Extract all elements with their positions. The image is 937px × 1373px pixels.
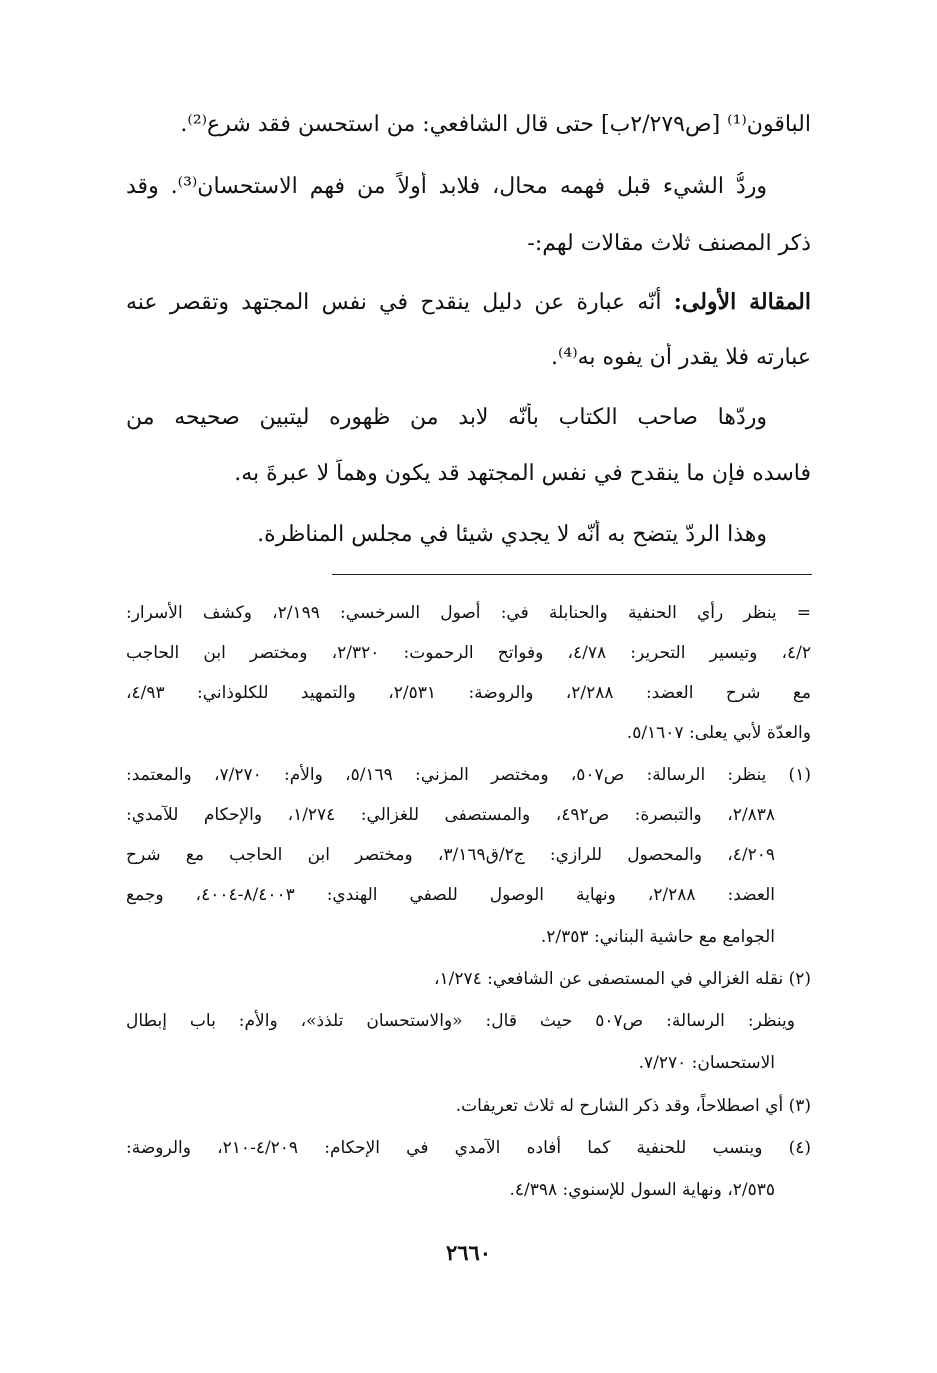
main-line-4 bbox=[126, 287, 811, 318]
footnote-0-line-2: ٤/٢، وتيسير التحرير: ٤/٧٨، وفواتح الرحموت: ٢/٣٢٠، ومختصر ابن الحاجب bbox=[126, 643, 811, 663]
footnote-2-line-2: وينظر: الرسالة: ص٥٠٧ حيث قال: «والاستحسان تلذذ»، والأم: باب إبطال bbox=[126, 1011, 795, 1031]
footnote-4-line-1: (٤) وينسب للحنفية كما أفاده الآمدي في الإحكام: ٤/٢٠٩-٢١٠، والروضة: bbox=[126, 1138, 811, 1158]
footnote-4-line-2: ٢/٥٣٥، ونهاية السول للإسنوي: ٤/٣٩٨. bbox=[509, 1180, 775, 1200]
main-line-3: ذكر المصنف ثلاث مقالات لهم:- bbox=[527, 231, 811, 256]
main-line-6: وردّها صاحب الكتاب بأنّه لابد من ظهوره ليتبين صحيحه من bbox=[126, 405, 767, 430]
main-line-5: عبارته فلا يقدر أن يفوه به⁽⁴⁾. bbox=[550, 345, 811, 370]
footnote-1-line-3: ٤/٢٠٩، والمحصول للرازي: ج٢/ق٣/١٦٩، ومختصر ابن الحاجب مع شرح bbox=[126, 845, 776, 865]
footnote-separator bbox=[332, 574, 812, 575]
main-line-2: وردُّ الشيء قبل فهمه محال، فلابد أولاً من فهم الاستحسان⁽³⁾. وقد bbox=[126, 174, 767, 199]
footnote-2-line-1: (٢) نقله الغزالي في المستصفى عن الشافعي: ١/٢٧٤، bbox=[433, 969, 811, 989]
footnote-0-line-1: = ينظر رأي الحنفية والحنابلة في: أصول السرخسي: ٢/١٩٩، وكشف الأسرار: bbox=[126, 603, 811, 623]
footnote-1-line-2: ٢/٨٣٨، والتبصرة: ص٤٩٢، والمستصفى للغزالي: ١/٢٧٤، والإحكام للآمدي: bbox=[126, 805, 775, 825]
page-number: ٢٦٦٠ bbox=[445, 1240, 492, 1265]
footnote-2-line-3: الاستحسان: ٧/٢٧٠. bbox=[638, 1053, 775, 1073]
footnote-0-line-4: والعدّة لأبي يعلى: ٥/١٦٠٧. bbox=[626, 723, 811, 743]
article-text: أنّه عبارة عن دليل ينقدح في نفس المجتهد وتقصر عنه bbox=[126, 290, 674, 315]
article-heading: المقالة الأولى: bbox=[673, 289, 811, 315]
main-line-8: وهذا الردّ يتضح به أنّه لا يجدي شيئا في مجلس المناظرة. bbox=[257, 522, 767, 547]
footnote-1-line-5: الجوامع مع حاشية البناني: ٢/٣٥٣. bbox=[540, 927, 775, 947]
footnote-1-line-1: (١) ينظر: الرسالة: ص٥٠٧، ومختصر المزني: ٥/١٦٩، والأم: ٧/٢٧٠، والمعتمد: bbox=[126, 765, 811, 785]
main-line-1: الباقون⁽¹⁾ [ص٢/٢٧٩ب] حتى قال الشافعي: من استحسن فقد شرع⁽²⁾. bbox=[180, 112, 811, 137]
footnote-1-line-4: العضد: ٢/٢٨٨، ونهاية الوصول للصفي الهندي: ٨/٤٠٠٣-٤٠٠٤، وجمع bbox=[126, 885, 775, 905]
footnote-0-line-3: مع شرح العضد: ٢/٢٨٨، والروضة: ٢/٥٣١، والتمهيد للكلوذاني: ٤/٩٣، bbox=[126, 683, 811, 703]
main-line-7: فاسده فإن ما ينقدح في نفس المجتهد قد يكون وهماً لا عبرةَ به. bbox=[234, 461, 811, 486]
footnote-3-line-1: (٣) أي اصطلاحاً، وقد ذكر الشارح له ثلاث تعريفات. bbox=[455, 1096, 811, 1116]
